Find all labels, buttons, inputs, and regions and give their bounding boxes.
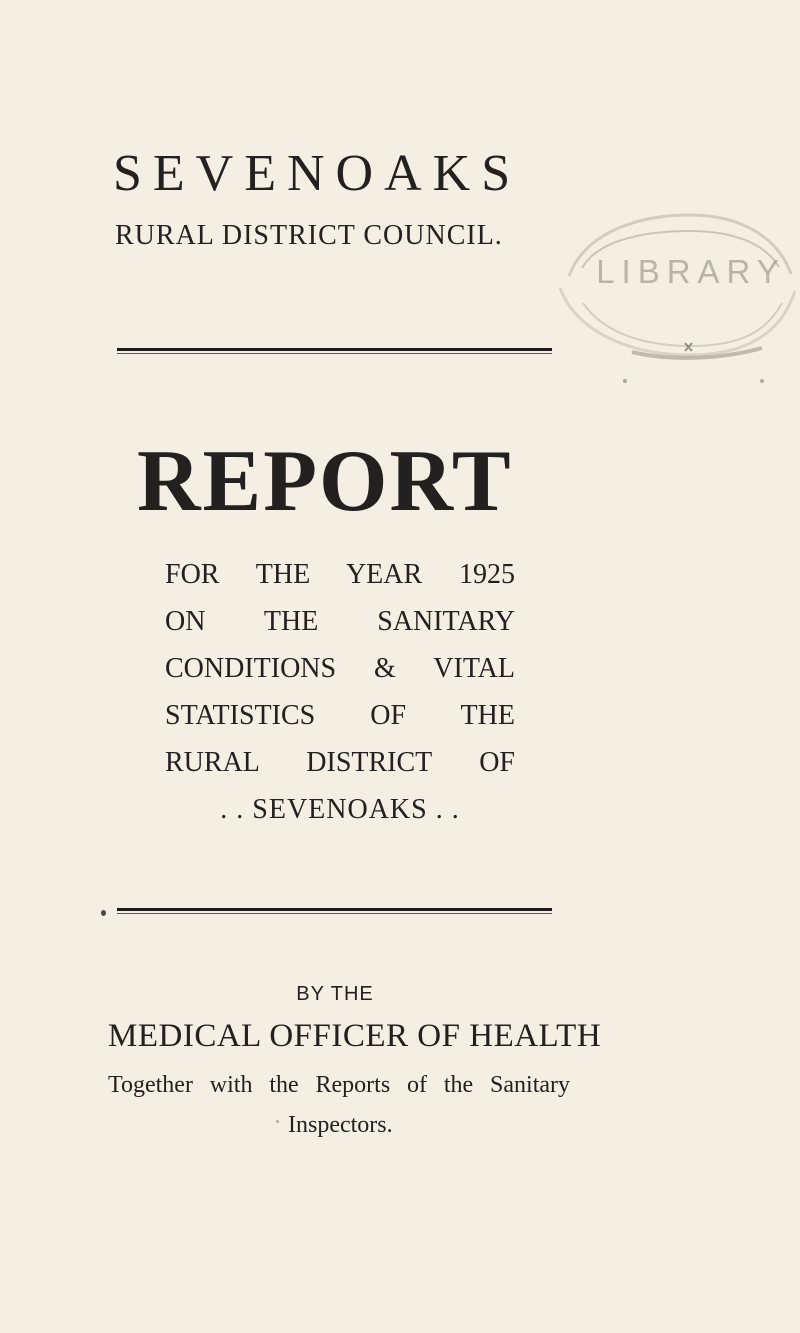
top-divider [117,348,552,354]
council-title: SEVENOAKS [113,145,522,202]
medical-officer-heading: MEDICAL OFFICER OF HEALTH [108,1018,602,1054]
report-line-statistics: STATISTICS OF THE [165,700,515,731]
report-line-district: RURAL DISTRICT OF [165,747,515,778]
library-stamp [545,180,800,410]
report-heading: REPORT [137,433,513,530]
by-line: BY THE [296,983,374,1005]
stamp-label: LIBRARY [596,253,786,290]
ink-speck [276,1120,279,1123]
ink-speck [623,379,627,383]
report-line-year: FOR THE YEAR 1925 [165,559,515,590]
bottom-divider [117,908,552,914]
report-description [165,551,515,833]
report-line-sevenoaks: . . SEVENOAKS . . [220,794,460,825]
inspectors-line: Inspectors. [288,1112,393,1138]
report-line-sanitary: ON THE SANITARY [165,606,515,637]
ink-speck [101,910,106,916]
report-line-conditions: CONDITIONS & VITAL [165,653,515,684]
sanitary-inspectors-line: Together with the Reports of the Sanitary [108,1072,570,1098]
council-subtitle: RURAL DISTRICT COUNCIL. [115,220,503,251]
